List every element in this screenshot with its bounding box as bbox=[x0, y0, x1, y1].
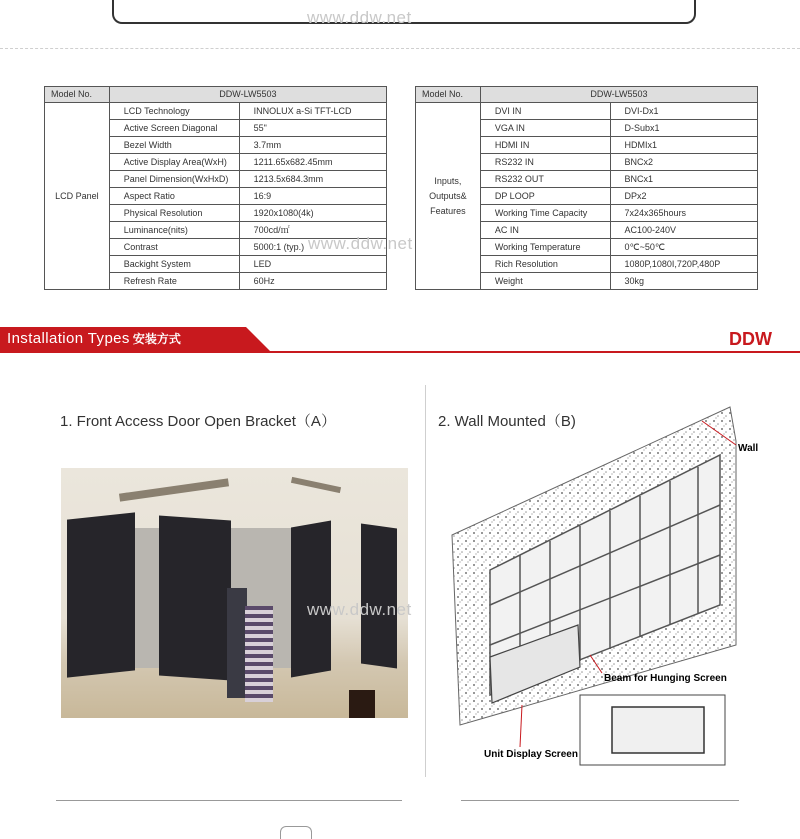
spec-value: LED bbox=[239, 256, 386, 273]
unit-screen-label: Unit Display Screen bbox=[484, 749, 578, 760]
group-label-line: Outputs& bbox=[429, 190, 467, 201]
group-label-line: Inputs, bbox=[434, 175, 462, 186]
screen-panel bbox=[67, 512, 135, 677]
bottom-rule bbox=[56, 800, 402, 801]
spec-table-lcd-panel bbox=[44, 86, 387, 290]
spec-value: 55" bbox=[239, 120, 386, 137]
spec-value: BNCx2 bbox=[610, 154, 757, 171]
bottom-rule bbox=[461, 800, 739, 801]
spec-label: Working Time Capacity bbox=[480, 205, 610, 222]
next-section-icon bbox=[280, 826, 312, 839]
install-type-b-title: 2. Wall Mounted（B) bbox=[438, 413, 576, 430]
bracket-installation-photo bbox=[61, 468, 408, 718]
spec-label: RS232 OUT bbox=[480, 171, 610, 188]
header-model-value: DDW-LW5503 bbox=[109, 87, 386, 103]
group-label-line: Features bbox=[430, 205, 466, 216]
spec-value: AC100-240V bbox=[610, 222, 757, 239]
spec-label: Bezel Width bbox=[109, 137, 239, 154]
spec-label: VGA IN bbox=[480, 120, 610, 137]
spec-value: 5000:1 (typ.) bbox=[239, 239, 386, 256]
screen-back-detail bbox=[612, 707, 704, 753]
banner-title bbox=[7, 330, 181, 347]
group-label: LCD Panel bbox=[45, 103, 110, 290]
beam-label: Beam for Hunging Screen bbox=[604, 673, 727, 684]
spec-label: Backight System bbox=[109, 256, 239, 273]
spec-label: Luminance(nits) bbox=[109, 222, 239, 239]
table-row bbox=[416, 103, 758, 120]
spec-label: Working Temperature bbox=[480, 239, 610, 256]
spec-label: Aspect Ratio bbox=[109, 188, 239, 205]
header-model-value: DDW-LW5503 bbox=[480, 87, 757, 103]
spec-label: Contrast bbox=[109, 239, 239, 256]
section-banner bbox=[0, 327, 800, 353]
spec-label: Refresh Rate bbox=[109, 273, 239, 290]
wall-mount-diagram bbox=[440, 395, 770, 775]
spec-value: 3.7mm bbox=[239, 137, 386, 154]
worker-figure bbox=[227, 588, 247, 698]
ceiling-fan-blade bbox=[291, 477, 341, 493]
screen-panel bbox=[159, 515, 231, 680]
header-model-label: Model No. bbox=[45, 87, 110, 103]
spec-label: Active Display Area(WxH) bbox=[109, 154, 239, 171]
spec-value: 16:9 bbox=[239, 188, 386, 205]
spec-label: Panel Dimension(WxHxD) bbox=[109, 171, 239, 188]
spec-label: Rich Resolution bbox=[480, 256, 610, 273]
spec-value: 0℃~50℃ bbox=[610, 239, 757, 256]
section-divider bbox=[0, 48, 800, 49]
spec-value: DVI-Dx1 bbox=[610, 103, 757, 120]
ceiling-fan-icon bbox=[119, 478, 229, 501]
spec-value: D-Subx1 bbox=[610, 120, 757, 137]
worker-figure bbox=[245, 606, 273, 702]
spec-label: DVI IN bbox=[480, 103, 610, 120]
spec-value: 1213.5x684.3mm bbox=[239, 171, 386, 188]
spec-value: BNCx1 bbox=[610, 171, 757, 188]
column-divider bbox=[425, 385, 426, 777]
header-model-label: Model No. bbox=[416, 87, 481, 103]
table-header-row bbox=[45, 87, 387, 103]
screen-panel bbox=[361, 523, 397, 668]
spec-label: Weight bbox=[480, 273, 610, 290]
spec-label: AC IN bbox=[480, 222, 610, 239]
spec-value: 1080P,1080I,720P,480P bbox=[610, 256, 757, 273]
watermark: www.ddw.net bbox=[307, 600, 412, 619]
banner-title-en: Installation Types bbox=[7, 330, 130, 347]
install-type-a-title: 1. Front Access Door Open Bracket（A） bbox=[60, 413, 336, 430]
spec-label: LCD Technology bbox=[109, 103, 239, 120]
spec-label: RS232 IN bbox=[480, 154, 610, 171]
spec-value: 60Hz bbox=[239, 273, 386, 290]
table-row bbox=[45, 103, 387, 120]
spec-label: HDMI IN bbox=[480, 137, 610, 154]
screen-panel bbox=[291, 520, 331, 677]
spec-table-inputs-outputs bbox=[415, 86, 758, 290]
spec-value: 1211.65x682.45mm bbox=[239, 154, 386, 171]
spec-value: DPx2 bbox=[610, 188, 757, 205]
spec-value: INNOLUX a-Si TFT-LCD bbox=[239, 103, 386, 120]
banner-title-cn: 安装方式 bbox=[132, 332, 181, 346]
spec-label: Active Screen Diagonal bbox=[109, 120, 239, 137]
spec-label: DP LOOP bbox=[480, 188, 610, 205]
watermark: www.ddw.net bbox=[308, 234, 413, 253]
spec-label: Physical Resolution bbox=[109, 205, 239, 222]
watermark: www.ddw.net bbox=[307, 8, 412, 27]
chair bbox=[349, 690, 375, 718]
spec-value: 30kg bbox=[610, 273, 757, 290]
spec-value: 7x24x365hours bbox=[610, 205, 757, 222]
wall-label: Wall bbox=[738, 443, 759, 454]
spec-value: 700cd/㎡ bbox=[239, 222, 386, 239]
table-header-row bbox=[416, 87, 758, 103]
spec-value: 1920x1080(4k) bbox=[239, 205, 386, 222]
spec-value: HDMIx1 bbox=[610, 137, 757, 154]
brand-logo: DDW bbox=[729, 329, 772, 349]
group-label bbox=[416, 103, 481, 290]
